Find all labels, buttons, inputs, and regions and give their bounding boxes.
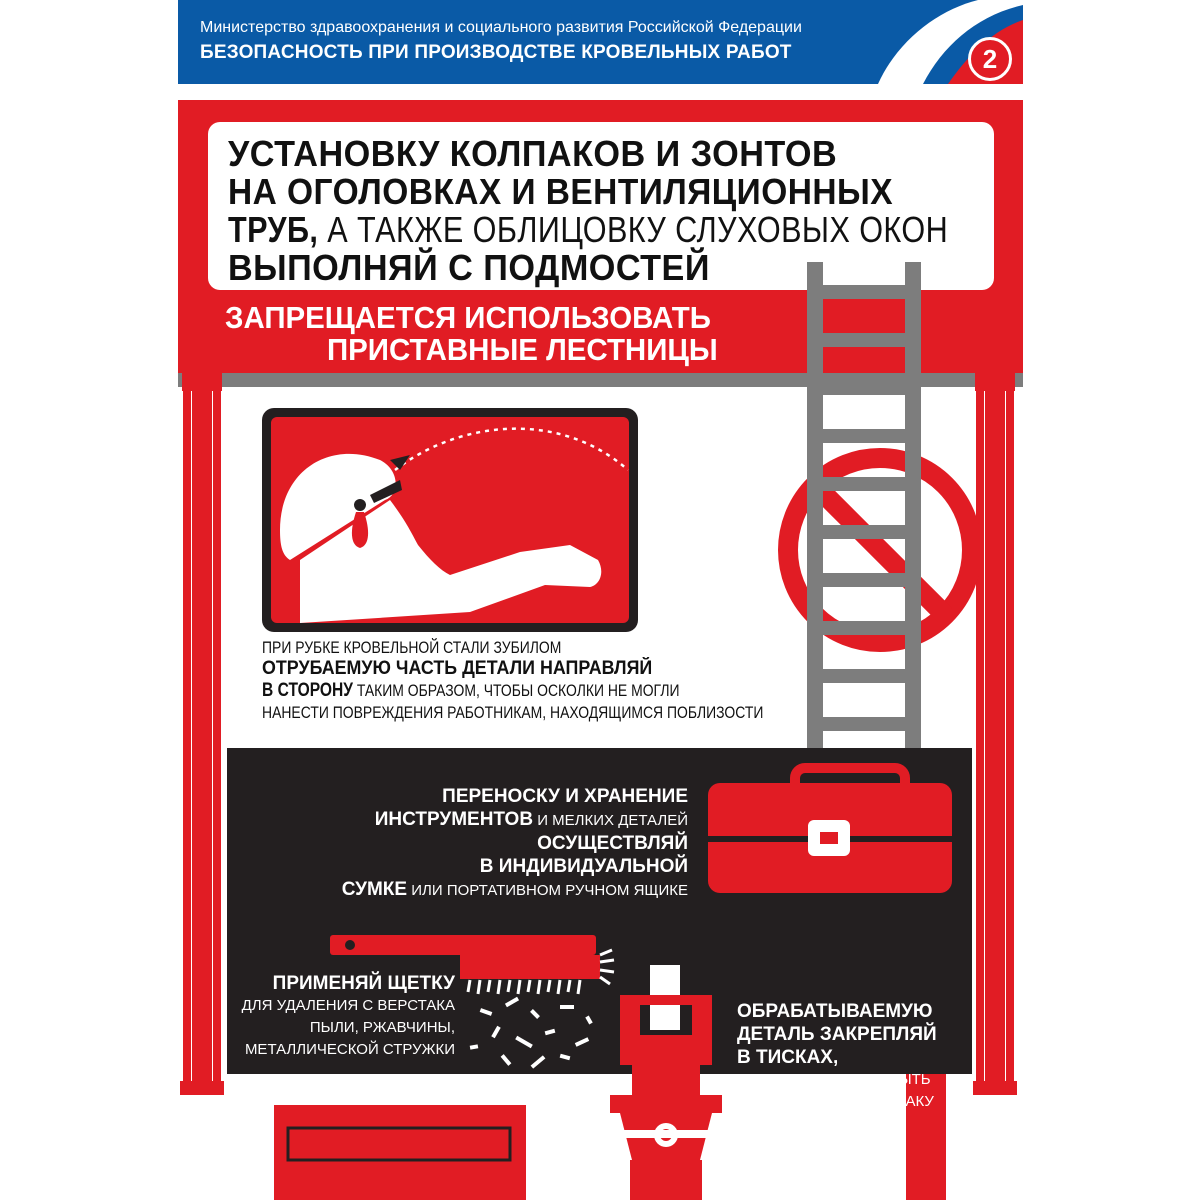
- tools-rule-line-3: ОСУЩЕСТВЛЯЙ: [537, 833, 688, 854]
- vise-rule: [737, 1000, 967, 1113]
- page-number-badge: 2: [968, 37, 1012, 81]
- main-rule-line-3: [228, 209, 948, 251]
- brush-rule-line-2: ДЛЯ УДАЛЕНИЯ С ВЕРСТАКА: [241, 997, 455, 1014]
- chisel-rule-line-1: ПРИ РУБКЕ КРОВЕЛЬНОЙ СТАЛИ ЗУБИЛОМ: [262, 638, 562, 657]
- main-rule-line-3-bold: ТРУБ,: [228, 209, 319, 250]
- brush-rule: [215, 972, 455, 1061]
- main-rule-line-3-regular: А ТАКЖЕ ОБЛИЦОВКУ СЛУХОВЫХ ОКОН: [318, 209, 949, 250]
- chisel-rule-line-3-bold: В СТОРОНУ: [262, 680, 353, 701]
- series-title: БЕЗОПАСНОСТЬ ПРИ ПРОИЗВОДСТВЕ КРОВЕЛЬНЫХ РАБОТ: [200, 42, 792, 63]
- vise-rule-line-5: ЗАКРЕПЛЕНЫ К ВЕРСТАКУ: [737, 1093, 934, 1110]
- chisel-rule-line-4: НАНЕСТИ ПОВРЕЖДЕНИЯ РАБОТНИКАМ, НАХОДЯЩИМСЯ ПОБЛИЗОСТИ: [262, 703, 764, 722]
- main-rule-line-2: НА ОГОЛОВКАХ И ВЕНТИЛЯЦИОННЫХ: [228, 171, 894, 212]
- toolbox-icon: [708, 768, 952, 893]
- ministry-name: Министерство здравоохранения и социального развития Российской Федерации: [200, 19, 802, 36]
- brush-rule-line-4: МЕТАЛЛИЧЕСКОЙ СТРУЖКИ: [244, 1041, 455, 1058]
- tools-rule-line-2: [228, 808, 688, 832]
- prohibition-line-1: ЗАПРЕЩАЕТСЯ ИСПОЛЬЗОВАТЬ: [225, 300, 711, 335]
- tools-rule-line-5-regular: ИЛИ ПОРТАТИВНОМ РУЧНОМ ЯЩИКЕ: [407, 882, 688, 899]
- tools-rule-line-4: В ИНДИВИДУАЛЬНОЙ: [479, 856, 688, 877]
- vise-rule-line-4: КОТОРЫЕ ДОЛЖНЫ БЫТЬ: [737, 1071, 931, 1088]
- prohibition-line-2: ПРИСТАВНЫЕ ЛЕСТНИЦЫ: [327, 332, 718, 367]
- vise-rule-line-3: В ТИСКАХ,: [737, 1047, 839, 1068]
- vise-rule-line-2: ДЕТАЛЬ ЗАКРЕПЛЯЙ: [737, 1024, 937, 1045]
- eye-injury-pictogram: [262, 408, 638, 632]
- tools-rule-line-5-bold: СУМКЕ: [341, 879, 408, 900]
- chisel-rule-line-3-regular: ТАКИМ ОБРАЗОМ, ЧТОБЫ ОСКОЛКИ НЕ МОГЛИ: [352, 681, 680, 700]
- vise-rule-line-1: ОБРАБАТЫВАЕМУЮ: [737, 1001, 933, 1022]
- main-rule-line-4: ВЫПОЛНЯЙ С ПОДМОСТЕЙ: [228, 247, 710, 288]
- chisel-rule-line-3: [262, 680, 679, 702]
- brush-rule-line-1: ПРИМЕНЯЙ ЩЕТКУ: [272, 973, 455, 994]
- scaffold-leg-right: [973, 373, 1017, 1095]
- main-rule-line-1: УСТАНОВКУ КОЛПАКОВ И ЗОНТОВ: [228, 133, 838, 174]
- chisel-rule-line-2: ОТРУБАЕМУЮ ЧАСТЬ ДЕТАЛИ НАПРАВЛЯЙ: [262, 658, 653, 679]
- tools-rule-line-2-bold: ИНСТРУМЕНТОВ: [374, 809, 534, 830]
- tools-rule-line-5: [228, 878, 688, 902]
- brush-rule-line-3: ПЫЛИ, РЖАВЧИНЫ,: [309, 1019, 455, 1036]
- workbench-drawer: [274, 1105, 526, 1200]
- tools-rule: [228, 785, 688, 902]
- tools-rule-line-2-regular: И МЕЛКИХ ДЕТАЛЕЙ: [533, 812, 688, 829]
- tools-rule-line-1: ПЕРЕНОСКУ И ХРАНЕНИЕ: [442, 786, 688, 807]
